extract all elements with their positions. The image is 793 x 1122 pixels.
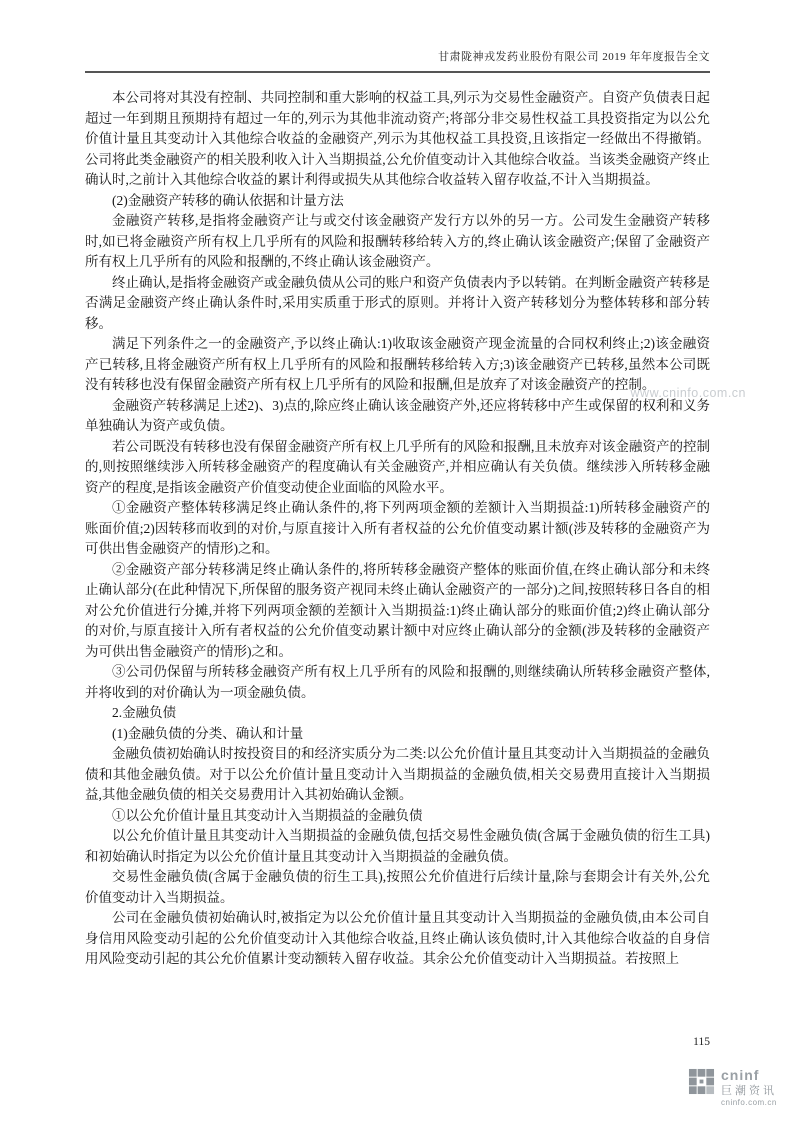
section-heading: 2.金融负债 [112, 705, 177, 720]
paragraph: 终止确认,是指将金融资产或金融负债从公司的账户和资产负债表内予以转销。在判断金融资产转移是否满足金融资产终止确认条件时,采用实质重于形式的原则。并将计入资产转移划分为整体转移和部分转移。 [85, 274, 710, 331]
paragraph: 若公司既没有转移也没有保留金融资产所有权上几乎所有的风险和报酬,且未放弃对该金融资产的控制的,则按照继续涉入所转移金融资产的程度确认有关金融资产,并相应确认有关负债。继续涉入所转移金融资产的程度,是指该金融资产价值变动使企业面临的风险水平。 [85, 438, 710, 495]
cninfo-brand-name: 巨潮资讯 [721, 1085, 777, 1098]
cninfo-url: cninfo.com.cn [721, 1098, 777, 1108]
paragraph: ②金融资产部分转移满足终止确认条件的,将所转移金融资产整体的账面价值,在终止确认部分和未终止确认部分(在此种情况下,所保留的服务资产视同未终止确认金融资产的一部分)之间,按照转移日各自的相对公允价值进行分摊,并将下列两项金额的差额计入当期损益:1)终止确认部分的账面价值;2)终止确认部分的对价,与原直接计入所有者权益的公允价值变动累计额中对应终止确认部分的金额(涉及转移的金融资产为可供出售金融资产的情形)之和。 [85, 561, 710, 659]
report-title: 甘肃陇神戎发药业股份有限公司 2019 年年度报告全文 [438, 51, 710, 63]
cninfo-logo [688, 1068, 777, 1108]
section-subheading: (2)金融资产转移的确认依据和计量方法 [112, 192, 344, 208]
cninfo-logo-text [721, 1068, 777, 1108]
paragraph: 公司在金融负债初始确认时,被指定为以公允价值计量且其变动计入当期损益的金融负债,由本公司自身信用风险变动引起的公允价值变动计入其他综合收益,且终止确认该负债时,计入其他综合收益的自身信用风险变动引起的其公允价值累计变动额转入留存收益。其余公允价值变动计入当期损益。若按照上 [85, 910, 710, 966]
cninfo-wordmark: cninf [721, 1066, 760, 1083]
paragraph: 满足下列条件之一的金融资产,予以终止确认:1)收取该金融资产现金流量的合同权利终止;2)该金融资产已转移,且将金融资产所有权上几乎所有的风险和报酬转移给转入方;3)该金融资产已转移,虽然本公司既没有转移也没有保留金融资产所有权上几乎所有的风险和报酬,但是放弃了对该金融资产的控制。 [85, 336, 710, 392]
document-body [85, 88, 710, 970]
watermark-text: www.cninfo.com.cn [630, 386, 746, 400]
cninfo-logo-icon [688, 1068, 715, 1095]
section-subheading: (1)金融负债的分类、确认和计量 [112, 725, 304, 741]
section-subheading: ①以公允价值计量且其变动计入当期损益的金融负债 [112, 807, 423, 823]
paragraph: 本公司将对其没有控制、共同控制和重大影响的权益工具,列示为交易性金融资产。自资产负债表日起超过一年到期且预期持有超过一年的,列示为其他非流动资产;将部分非交易性权益工具投资指定为以公允价值计量且其变动计入其他综合收益的金融资产,列示为其他权益工具投资,且该指定一经做出不得撤销。公司将此类金融资产的相关股利收入计入当期损益,公允价值变动计入其他综合收益。当该类金融资产终止确认时,之前计入其他综合收益的累计利得或损失从其他综合收益转入留存收益,不计入当期损益。 [85, 90, 710, 187]
paragraph: ①金融资产整体转移满足终止确认条件的,将下列两项金额的差额计入当期损益:1)所转移金融资产的账面价值;2)因转移而收到的对价,与原直接计入所有者权益的公允价值变动累计额(涉及转移的金融资产为可供出售金融资产的情形)之和。 [85, 500, 710, 556]
paragraph: 金融资产转移满足上述2)、3)点的,除应终止确认该金融资产外,还应将转移中产生或保留的权利和义务单独确认为资产或负债。 [85, 397, 710, 433]
page-number: 115 [693, 1036, 710, 1048]
paragraph: 金融负债初始确认时按投资目的和经济实质分为二类:以公允价值计量且其变动计入当期损益的金融负债和其他金融负债。对于以公允价值计量且变动计入当期损益的金融负债,相关交易费用直接计入当期损益,其他金融负债的相关交易费用计入其初始确认金额。 [85, 746, 710, 802]
paragraph: 以公允价值计量且其变动计入当期损益的金融负债,包括交易性金融负债(含属于金融负债的衍生工具)和初始确认时指定为以公允价值计量且其变动计入当期损益的金融负债。 [85, 828, 710, 864]
paragraph: 交易性金融负债(含属于金融负债的衍生工具),按照公允价值进行后续计量,除与套期会计有关外,公允价值变动计入当期损益。 [85, 869, 710, 905]
paragraph: ③公司仍保留与所转移金融资产所有权上几乎所有的风险和报酬的,则继续确认所转移金融资产整体,并将收到的对价确认为一项金融负债。 [85, 664, 710, 700]
paragraph: 金融资产转移,是指将金融资产让与或交付该金融资产发行方以外的另一方。公司发生金融资产转移时,如已将金融资产所有权上几乎所有的风险和报酬转移给转入方的,终止确认该金融资产;保留了金融资产所有权上几乎所有的风险和报酬的,不终止确认该金融资产。 [85, 213, 710, 269]
page-header [85, 48, 710, 73]
